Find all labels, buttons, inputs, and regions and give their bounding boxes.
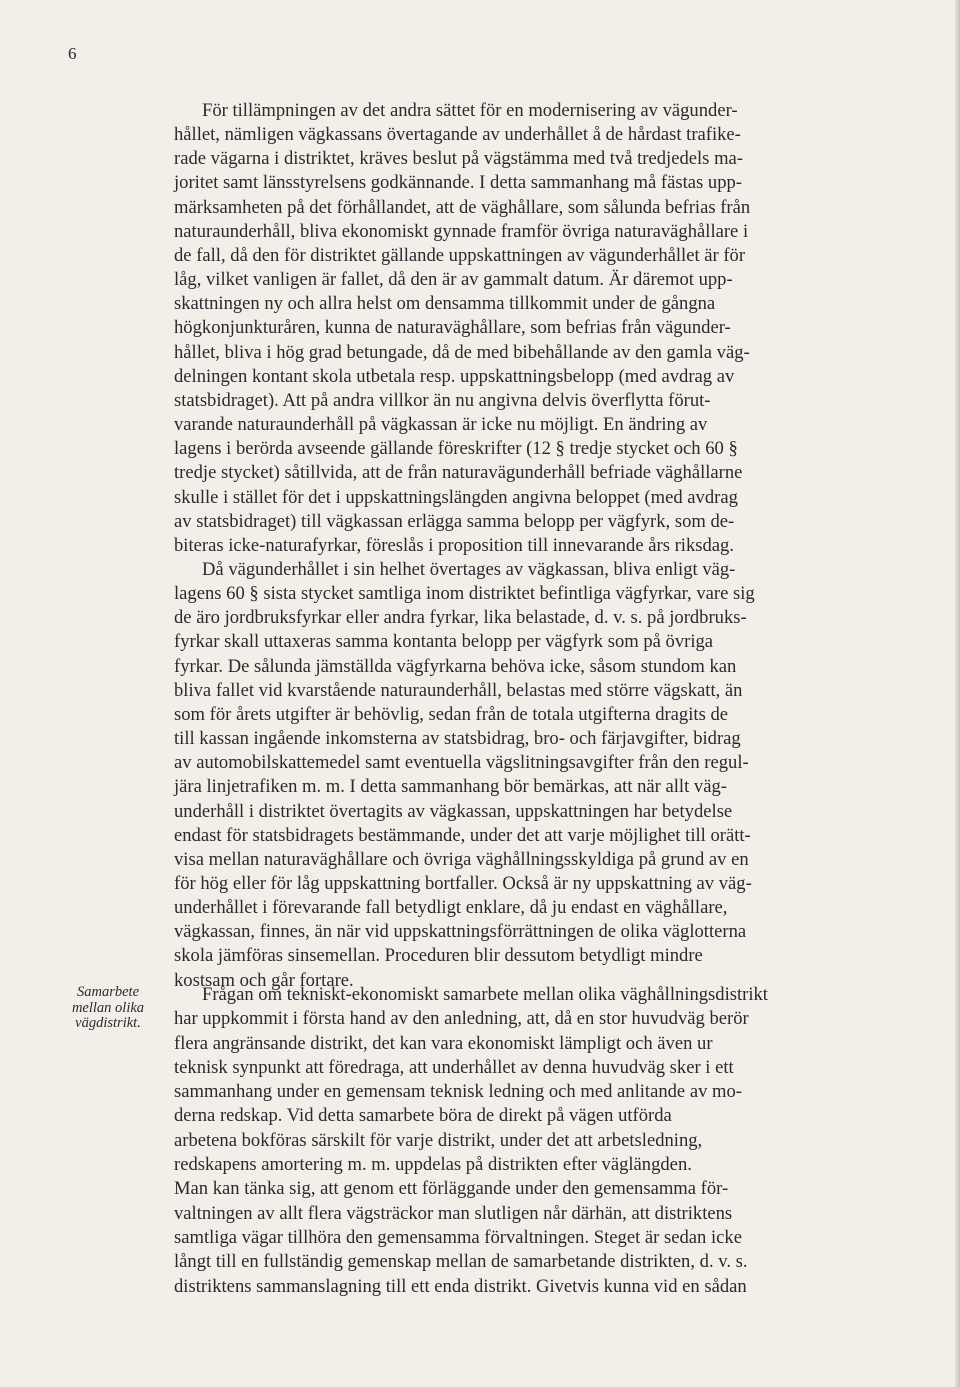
paragraph-line: som för årets utgifter är behövlig, sedan från de totala utgifterna dragits de bbox=[174, 703, 728, 725]
paragraph-line: visa mellan naturaväghållare och övriga väghållningsskyldiga på grund av en bbox=[174, 848, 749, 870]
paragraph-line: statsbidraget). Att på andra villkor än nu angivna delvis överflytta förut- bbox=[174, 389, 711, 411]
paragraph-line: teknisk synpunkt att föredraga, att underhållet av denna huvudväg sker i ett bbox=[174, 1056, 734, 1078]
paragraph-line: underhåll i distriktet övertagits av vägkassan, uppskattningen har betydelse bbox=[174, 800, 733, 822]
paragraph-line: högkonjunkturåren, kunna de naturaväghållare, som befrias från vägunder- bbox=[174, 317, 731, 339]
paragraph-line: hållet, bliva i hög grad betungade, då de med bibehållande av den gamla väg- bbox=[174, 341, 750, 363]
paragraph-line: varande naturaunderhåll på vägkassan är icke nu möjligt. En ändring av bbox=[174, 414, 708, 436]
paragraph-line: valtningen av allt flera vägsträckor man slutligen når därhän, att distriktens bbox=[174, 1202, 733, 1224]
paragraph-line: till kassan ingående inkomsterna av statsbidrag, bro- och färjavgifter, bidrag bbox=[174, 728, 741, 750]
paragraph-line: lagens 60 § sista stycket samtliga inom distriktet befintliga vägfyrkar, vare sig bbox=[174, 583, 755, 605]
paragraph-line: fyrkar. De sålunda jämställda vägfyrkarna behöva icke, såsom stundom kan bbox=[174, 655, 737, 677]
paragraph-line: distriktens sammanslagning till ett enda distrikt. Givetvis kunna vid en sådan bbox=[174, 1275, 747, 1297]
margin-note bbox=[52, 985, 164, 1032]
paragraph-line: skola jämföras sinsemellan. Proceduren blir dessutom betydligt mindre bbox=[174, 945, 703, 967]
page-number: 6 bbox=[68, 44, 77, 63]
paragraph-line: av automobilskattemedel samt eventuella vägslitningsavgifter från den regul- bbox=[174, 752, 749, 774]
paragraph-line: långt till en fullständig gemenskap mellan de samarbetande distrikten, d. v. s. bbox=[174, 1251, 748, 1273]
paragraph-line: endast för statsbidragets bestämmande, under det att varje möjlighet till orätt- bbox=[174, 824, 751, 846]
paragraph-line: lagens i berörda avseende gällande föreskrifter (12 § tredje stycket och 60 § bbox=[174, 438, 738, 460]
paragraph-line: rade vägarna i distriktet, kräves beslut på vägstämma med två tredjedels ma- bbox=[174, 148, 743, 170]
paragraph-line: låg, vilket vanligen är fallet, då den är av gammalt datum. Är däremot upp- bbox=[174, 269, 733, 291]
paragraph-line: skulle i stället för det i uppskattningslängden angivna beloppet (med avdrag bbox=[174, 486, 738, 508]
paragraph-line: hållet, nämligen vägkassans övertagande av underhållet å de hårdast trafike- bbox=[174, 124, 741, 146]
paragraph-line: flera angränsande distrikt, det kan vara ekonomiskt lämpligt och även ur bbox=[174, 1032, 713, 1054]
paragraph-line: har uppkommit i första hand av den anledning, att, då en stor huvudväg berör bbox=[174, 1008, 749, 1030]
paragraph-line: Frågan om tekniskt-ekonomiskt samarbete mellan olika väghållningsdistrikt bbox=[202, 984, 768, 1005]
paragraph-line: derna redskap. Vid detta samarbete böra de direkt på vägen utförda bbox=[174, 1105, 672, 1127]
paragraph-line: bliva fallet vid kvarstående naturaunderhåll, belastas med större vägskatt, än bbox=[174, 679, 743, 701]
paragraph-line: delningen kontant skola utbetala resp. uppskattningsbelopp (med avdrag av bbox=[174, 365, 735, 387]
margin-note-line: Samarbete bbox=[76, 984, 139, 1000]
paragraph-line: för hög eller för låg uppskattning bortfaller. Också är ny uppskattning av väg- bbox=[174, 873, 752, 894]
paragraph-line: underhållet i förevarande fall betydligt enklare, då ju endast en väghållare, bbox=[174, 897, 728, 919]
paragraph-line: skattningen ny och allra helst om densamma tillkommit under de gångna bbox=[174, 293, 716, 315]
paragraph-line: tredje stycket) såtillvida, att de från naturavägunderhåll befriade väghållarne bbox=[174, 462, 743, 484]
paragraph-line: fyrkar skall uttaxeras samma kontanta belopp per vägfyrk som på övriga bbox=[174, 631, 714, 653]
paragraph-line: jära linjetrafiken m. m. I detta sammanhang bör bemärkas, att när allt väg- bbox=[174, 776, 727, 798]
paragraph-line: Man kan tänka sig, att genom ett förläggande under den gemensamma för- bbox=[174, 1178, 729, 1200]
paragraph-line: redskapens amortering m. m. uppdelas på distrikten efter väglängden. bbox=[174, 1154, 692, 1176]
paragraph-line: joritet samt länsstyrelsens godkännande. I detta sammanhang må fästas upp- bbox=[174, 172, 742, 194]
paragraph-line: arbetena bokföras särskilt för varje distrikt, under det att arbetsledning, bbox=[174, 1129, 703, 1151]
paragraph-line: av statsbidraget) till vägkassan erlägga samma belopp per vägfyrk, som de- bbox=[174, 510, 735, 532]
paragraph-line: sammanhang under en gemensam teknisk ledning och med anlitande av mo- bbox=[174, 1081, 742, 1103]
margin-note-line: mellan olika bbox=[71, 999, 145, 1016]
paragraph-line: samtliga vägar tillhöra den gemensamma förvaltningen. Steget är sedan icke bbox=[174, 1226, 742, 1248]
margin-note-line: vägdistrikt. bbox=[75, 1015, 141, 1031]
paragraph-line: biteras icke-naturafyrkar, föreslås i proposition till innevarande års riksdag. bbox=[174, 534, 734, 556]
paragraph-line: vägkassan, finnes, än när vid uppskattningsförrättningen de olika väglotterna bbox=[174, 921, 747, 943]
body-text-lower bbox=[174, 983, 938, 1299]
paragraph-line: Då vägunderhållet i sin helhet övertages av vägkassan, bliva enligt väg- bbox=[202, 558, 736, 580]
paragraph-line: kostsam och går fortare. bbox=[174, 969, 354, 991]
body-text-upper bbox=[174, 99, 938, 993]
paragraph-line: naturaunderhåll, bliva ekonomiskt gynnade framför övriga naturaväghållare i bbox=[174, 220, 749, 242]
page-edge bbox=[955, 0, 960, 1387]
paragraph-line: För tillämpningen av det andra sättet för en modernisering av vägunder- bbox=[202, 100, 738, 121]
paragraph-line: märksamheten på det förhållandet, att de väghållare, som sålunda befrias från bbox=[174, 196, 751, 218]
paragraph-line: de fall, då den för distriktet gällande uppskattningen av vägunderhållet är för bbox=[174, 244, 746, 266]
paragraph-line: de äro jordbruksfyrkar eller andra fyrkar, lika belastade, d. v. s. på jordbruks- bbox=[174, 607, 747, 629]
